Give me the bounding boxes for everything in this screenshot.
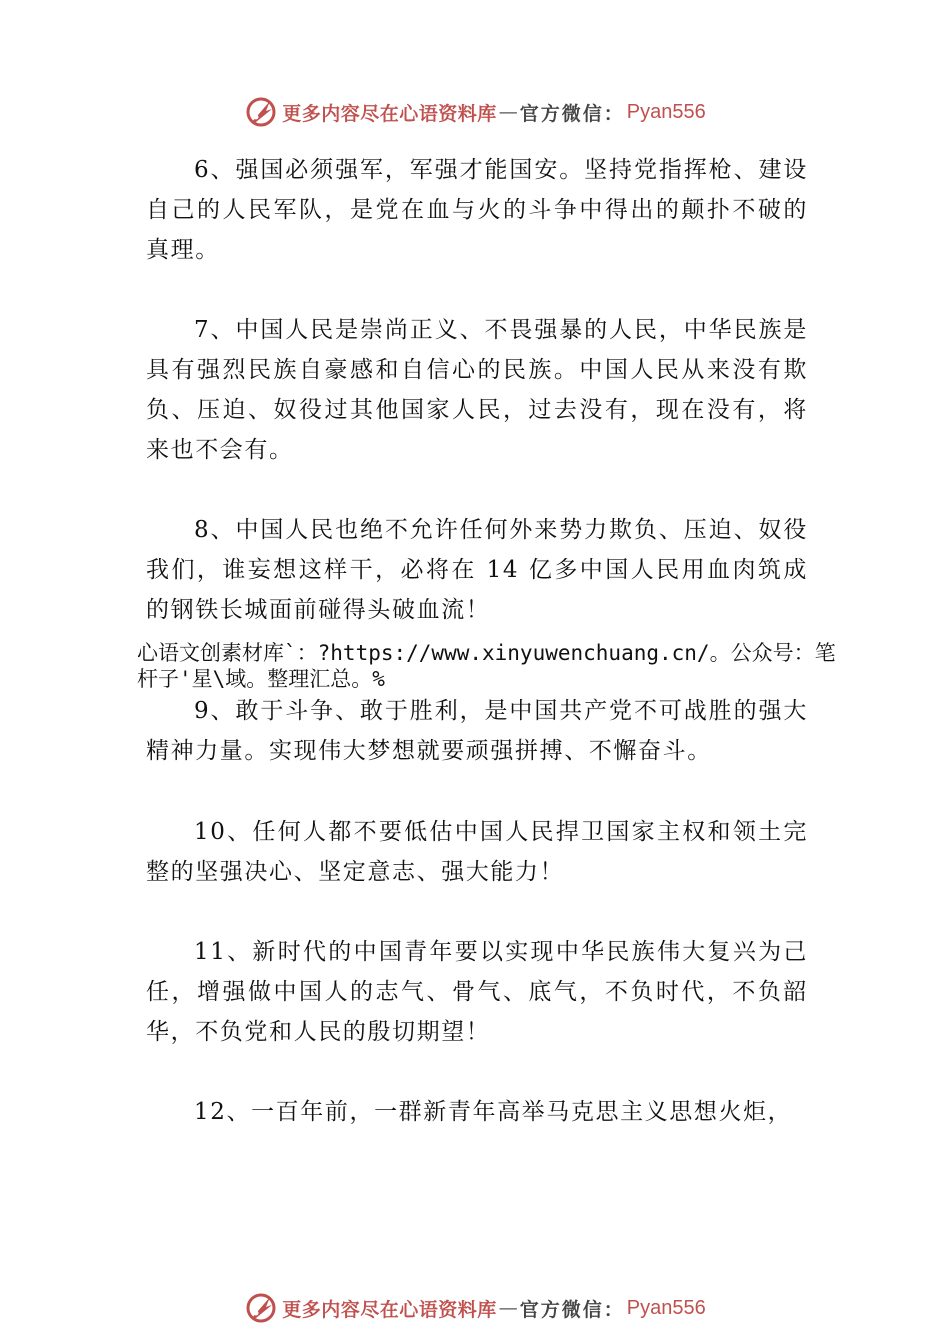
header-brand-text: 更多内容尽在心语资料库 xyxy=(282,102,497,125)
header-banner xyxy=(0,92,950,132)
footer-separator: — xyxy=(498,1297,518,1319)
header-separator: — xyxy=(498,101,518,123)
footer-wechat-label: 官方微信： xyxy=(519,1298,625,1321)
quill-circle-icon xyxy=(244,1291,278,1325)
paragraph-9: 9、敢于斗争、敢于胜利，是中国共产党不可战胜的强大精神力量。实现伟大梦想就要顽强拼搏、不懈奋斗。 xyxy=(146,698,808,764)
paragraph-7: 7、中国人民是崇尚正义、不畏强暴的人民，中华民族是具有强烈民族自豪感和自信心的民族。中国人民从来没有欺负、压迫、奴役过其他国家人民，过去没有，现在没有，将来也不会有。 xyxy=(146,317,808,463)
watermark-note: 心语文创素材库`：?https://www.xinyuwenchuang.cn/。公众号：笔杆子'星\域。整理汇总。% xyxy=(137,641,836,691)
footer-wechat-id: Pyan556 xyxy=(626,1296,706,1319)
paragraph-8: 8、中国人民也绝不允许任何外来势力欺负、压迫、奴役我们，谁妄想这样干，必将在 14 亿多中国人民用血肉筑成的钢铁长城面前碰得头破血流！ xyxy=(146,517,808,623)
paragraph-10: 10、任何人都不要低估中国人民捍卫国家主权和领土完整的坚强决心、坚定意志、强大能力！ xyxy=(146,819,808,885)
header-wechat-label: 官方微信： xyxy=(519,102,625,125)
footer-brand-text: 更多内容尽在心语资料库 xyxy=(282,1298,497,1321)
paragraph-11: 11、新时代的中国青年要以实现中华民族伟大复兴为己任，增强做中国人的志气、骨气、底气，不负时代，不负韶华，不负党和人民的殷切期望！ xyxy=(146,939,808,1045)
footer-banner xyxy=(0,1288,950,1328)
quill-circle-icon xyxy=(244,95,278,129)
header-wechat-id: Pyan556 xyxy=(626,100,706,123)
paragraph-12: 12、一百年前，一群新青年高举马克思主义思想火炬， xyxy=(194,1099,793,1125)
paragraph-6: 6、强国必须强军，军强才能国安。坚持党指挥枪、建设自己的人民军队，是党在血与火的斗争中得出的颠扑不破的真理。 xyxy=(146,157,808,263)
